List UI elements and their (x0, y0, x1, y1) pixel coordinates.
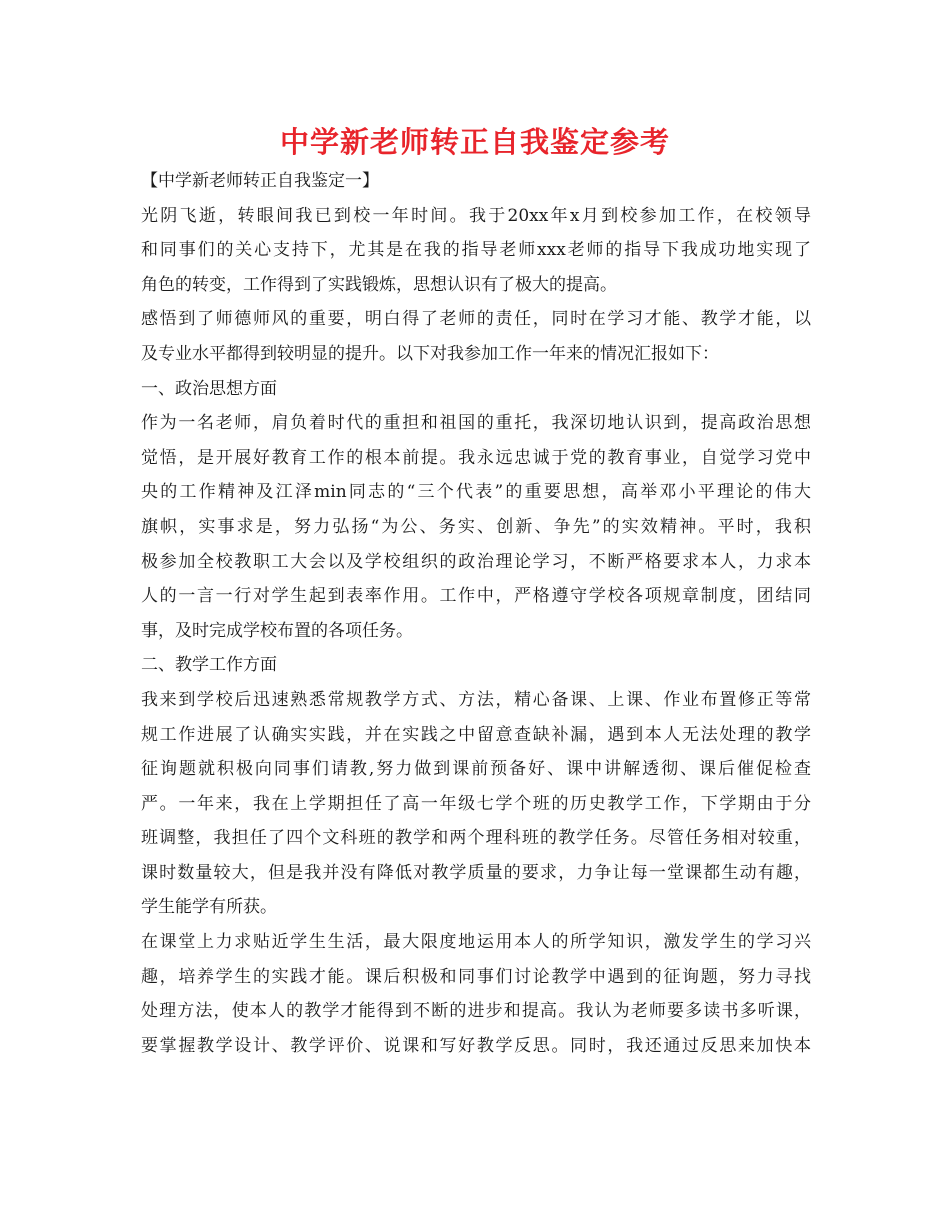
text-line: 处理方法，使本人的教学才能得到不断的进步和提高。我认为老师要多读书多听课， (141, 1001, 811, 1022)
text-line: 要掌握教学设计、教学评价、说课和写好教学反思。同时，我还通过反思来加快本 (141, 1035, 811, 1056)
text-line: 及专业水平都得到较明显的提升。以下对我参加工作一年来的情况汇报如下： (141, 343, 719, 364)
text-line: 班调整，我担任了四个文科班的教学和两个理科班的教学任务。尽管任务相对较重， (141, 828, 811, 849)
text-line: 严。一年来，我在上学期担任了高一年级七学个班的历史教学工作，下学期由于分 (141, 793, 811, 814)
text-line: 趣，培养学生的实践才能。课后积极和同事们讨论教学中遇到的征询题，努力寻找 (141, 966, 811, 987)
text-line: 一、政治思想方面 (141, 378, 277, 399)
text-line: 事，及时完成学校布置的各项任务。 (141, 620, 413, 641)
text-line: 觉悟，是开展好教育工作的根本前提。我永远忠诚于党的教育事业，自觉学习党中 (141, 447, 811, 468)
text-line: 感悟到了师德师风的重要，明白得了老师的责任，同时在学习才能、教学才能，以 (141, 309, 811, 330)
document-body (141, 164, 811, 1063)
text-line: 在课堂上力求贴近学生生活，最大限度地运用本人的所学知识，激发学生的学习兴 (141, 932, 811, 953)
text-line: 旗帜，实事求是，努力弘扬“为公、务实、创新、争先”的实效精神。平时，我积 (141, 516, 811, 537)
document-title: 中学新老师转正自我鉴定参考 (279, 125, 670, 159)
text-line: 作为一名老师，肩负着时代的重担和祖国的重托，我深切地认识到，提高政治思想 (141, 413, 811, 434)
text-line: 规工作进展了认确实实践，并在实践之中留意查缺补漏，遇到本人无法处理的教学 (141, 724, 811, 745)
text-line: 和同事们的关心支持下，尤其是在我的指导老师xxx老师的指导下我成功地实现了 (141, 240, 811, 261)
text-line: 课时数量较大，但是我并没有降低对教学质量的要求，力争让每一堂课都生动有趣， (141, 862, 811, 883)
text-line: 【中学新老师转正自我鉴定一】 (141, 171, 379, 191)
text-line: 征询题就积极向同事们请教,努力做到课前预备好、课中讲解透彻、课后催促检查 (141, 759, 811, 780)
text-line: 二、教学工作方面 (141, 655, 277, 676)
text-line: 角色的转变，工作得到了实践锻炼，思想认识有了极大的提高。 (141, 274, 617, 295)
text-line: 极参加全校教职工大会以及学校组织的政治理论学习，不断严格要求本人，力求本 (141, 551, 811, 572)
text-line: 人的一言一行对学生起到表率作用。工作中，严格遵守学校各项规章制度，团结同 (141, 586, 811, 607)
text-line: 光阴飞逝，转眼间我已到校一年时间。我于20xx年x月到校参加工作，在校领导 (141, 205, 811, 226)
text-line: 我来到学校后迅速熟悉常规教学方式、方法，精心备课、上课、作业布置修正等常 (141, 689, 811, 710)
text-line: 学生能学有所获。 (141, 897, 277, 918)
text-line: 央的工作精神及江泽min同志的“三个代表”的重要思想，高举邓小平理论的伟大 (141, 482, 811, 503)
